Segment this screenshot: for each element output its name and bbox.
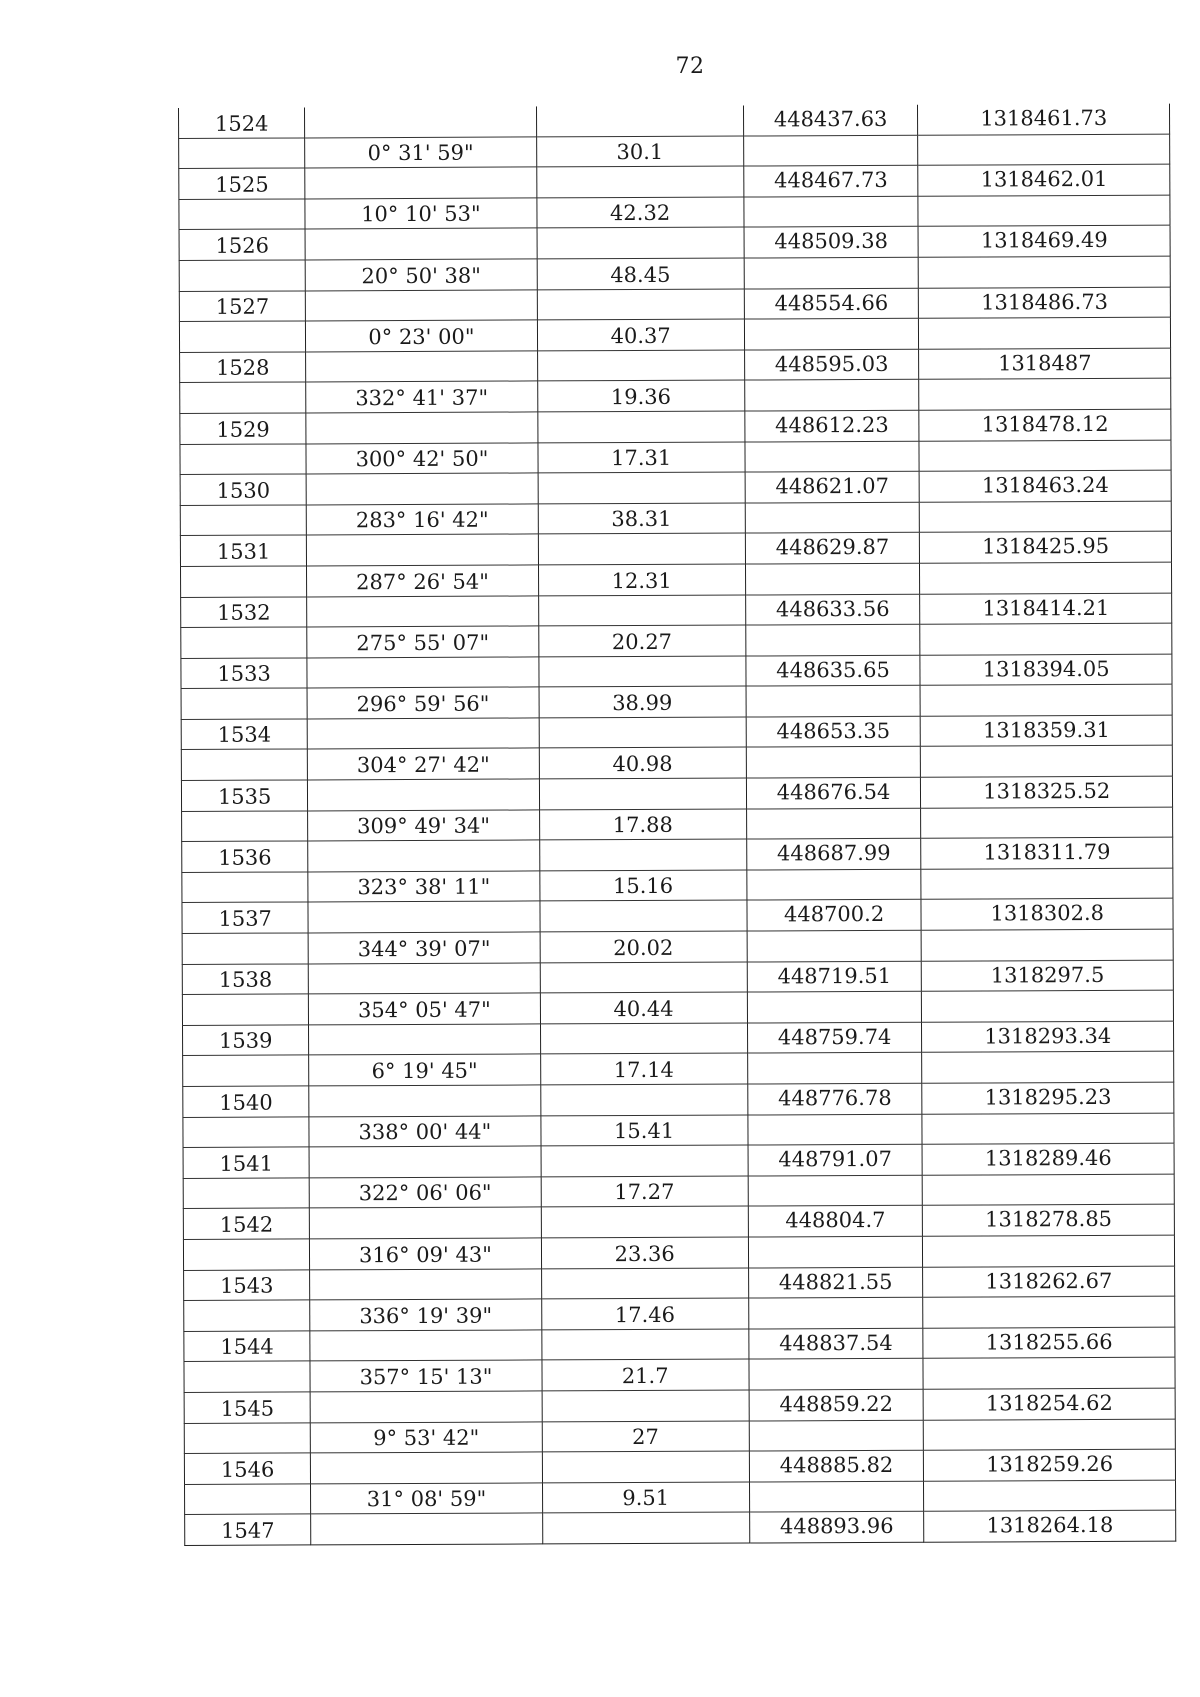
empty-station-cell	[185, 1484, 311, 1515]
station-row	[180, 531, 1171, 566]
station-id: 1529	[180, 413, 306, 444]
station-row	[182, 960, 1173, 995]
empty-distance-cell	[536, 106, 743, 137]
empty-distance-cell	[541, 1268, 748, 1299]
empty-distance-cell	[537, 350, 744, 381]
empty-bearing-cell	[308, 963, 539, 995]
empty-northing-cell	[923, 1296, 1175, 1328]
empty-easting-cell	[747, 869, 922, 900]
empty-northing-cell	[923, 1174, 1175, 1206]
leg-row	[181, 623, 1172, 658]
leg-row	[179, 195, 1170, 230]
leg-row	[184, 1419, 1175, 1454]
empty-northing-cell	[922, 929, 1174, 961]
empty-northing-cell	[920, 562, 1172, 594]
station-id: 1547	[185, 1514, 311, 1545]
empty-station-cell	[182, 811, 308, 842]
bearing-value: 31° 08' 59"	[311, 1483, 542, 1515]
distance-value: 42.32	[536, 197, 743, 228]
easting-value: 448437.63	[743, 105, 918, 136]
leg-row	[179, 134, 1170, 169]
empty-distance-cell	[538, 595, 745, 626]
easting-value: 448776.78	[747, 1083, 922, 1114]
bearing-value: 9° 53' 42"	[311, 1421, 542, 1453]
bearing-value: 10° 10' 53"	[305, 198, 536, 230]
empty-bearing-cell	[305, 106, 536, 137]
station-id: 1526	[179, 229, 305, 260]
northing-value: 1318394.05	[920, 654, 1172, 686]
station-id: 1538	[182, 964, 308, 995]
northing-value: 1318259.26	[924, 1449, 1176, 1481]
empty-northing-cell	[919, 440, 1171, 472]
leg-row	[180, 501, 1171, 536]
bearing-value: 323° 38' 11"	[308, 871, 539, 903]
empty-northing-cell	[920, 623, 1172, 655]
empty-station-cell	[184, 1361, 310, 1392]
empty-bearing-cell	[308, 840, 539, 872]
station-row	[179, 287, 1170, 322]
station-id: 1533	[181, 658, 307, 689]
empty-easting-cell	[747, 1053, 922, 1084]
empty-bearing-cell	[308, 901, 539, 933]
coordinate-table-body	[179, 104, 1176, 1546]
easting-value: 448633.56	[745, 594, 920, 625]
empty-station-cell	[182, 933, 308, 964]
station-row	[181, 593, 1172, 628]
northing-value: 1318414.21	[920, 593, 1172, 625]
easting-value: 448621.07	[745, 471, 920, 502]
bearing-value: 344° 39' 07"	[308, 932, 539, 964]
easting-value: 448612.23	[744, 410, 919, 441]
northing-value: 1318487	[919, 348, 1171, 380]
empty-easting-cell	[746, 686, 921, 717]
leg-row	[183, 1174, 1174, 1209]
empty-bearing-cell	[308, 779, 539, 811]
station-row	[184, 1327, 1175, 1362]
easting-value: 448595.03	[744, 349, 919, 380]
northing-value: 1318254.62	[924, 1388, 1176, 1420]
empty-northing-cell	[920, 684, 1172, 716]
station-id: 1539	[183, 1025, 309, 1056]
empty-distance-cell	[539, 839, 746, 870]
empty-northing-cell	[921, 807, 1173, 839]
empty-easting-cell	[749, 1420, 924, 1451]
station-row	[181, 654, 1172, 689]
leg-row	[182, 990, 1173, 1025]
empty-easting-cell	[746, 747, 921, 778]
empty-northing-cell	[924, 1480, 1176, 1512]
empty-bearing-cell	[310, 1391, 541, 1423]
easting-value: 448885.82	[749, 1450, 924, 1481]
distance-value: 48.45	[537, 258, 744, 289]
easting-value: 448509.38	[744, 227, 919, 258]
northing-value: 1318295.23	[922, 1082, 1174, 1114]
distance-value: 21.7	[542, 1359, 749, 1390]
bearing-value: 296° 59' 56"	[307, 687, 538, 719]
bearing-value: 322° 06' 06"	[309, 1177, 540, 1209]
bearing-value: 6° 19' 45"	[309, 1054, 540, 1086]
easting-value: 448676.54	[746, 777, 921, 808]
station-id: 1525	[179, 168, 305, 199]
empty-station-cell	[180, 505, 306, 536]
northing-value: 1318297.5	[922, 960, 1174, 992]
station-row	[182, 837, 1173, 872]
northing-value: 1318461.73	[918, 104, 1170, 135]
bearing-value: 354° 05' 47"	[309, 993, 540, 1025]
empty-station-cell	[183, 1178, 309, 1209]
empty-station-cell	[182, 994, 308, 1025]
empty-station-cell	[180, 443, 306, 474]
distance-value: 40.37	[537, 319, 744, 350]
station-id: 1541	[183, 1147, 309, 1178]
empty-bearing-cell	[307, 534, 538, 566]
empty-distance-cell	[541, 1145, 748, 1176]
empty-bearing-cell	[311, 1452, 542, 1484]
empty-distance-cell	[536, 166, 743, 197]
station-row	[183, 1205, 1174, 1240]
empty-bearing-cell	[307, 718, 538, 750]
empty-bearing-cell	[307, 657, 538, 689]
bearing-value: 336° 19' 39"	[310, 1299, 541, 1331]
leg-row	[183, 1113, 1174, 1148]
station-id: 1528	[180, 352, 306, 383]
distance-value: 40.98	[539, 747, 746, 778]
easting-value: 448635.65	[746, 655, 921, 686]
station-id: 1527	[179, 291, 305, 322]
station-id: 1535	[181, 780, 307, 811]
station-row	[180, 470, 1171, 505]
station-id: 1546	[184, 1453, 310, 1484]
empty-easting-cell	[747, 930, 922, 961]
empty-bearing-cell	[306, 289, 537, 321]
empty-station-cell	[179, 260, 305, 291]
empty-northing-cell	[921, 868, 1173, 900]
empty-distance-cell	[538, 533, 745, 564]
empty-easting-cell	[748, 1236, 923, 1267]
station-row	[185, 1510, 1176, 1545]
distance-value: 38.31	[538, 503, 745, 534]
bearing-value: 0° 31' 59"	[305, 137, 536, 169]
leg-row	[179, 317, 1170, 352]
northing-value: 1318262.67	[923, 1266, 1175, 1298]
bearing-value: 300° 42' 50"	[306, 442, 537, 474]
empty-distance-cell	[538, 472, 745, 503]
empty-station-cell	[181, 566, 307, 597]
empty-easting-cell	[745, 563, 920, 594]
bearing-value: 283° 16' 42"	[306, 504, 537, 536]
station-id: 1524	[179, 107, 305, 138]
empty-distance-cell	[537, 289, 744, 320]
distance-value: 30.1	[536, 136, 743, 167]
easting-value: 448759.74	[747, 1022, 922, 1053]
empty-northing-cell	[919, 256, 1171, 288]
easting-value: 448791.07	[748, 1144, 923, 1175]
leg-row	[181, 684, 1172, 719]
empty-distance-cell	[540, 1023, 747, 1054]
empty-distance-cell	[540, 900, 747, 931]
empty-easting-cell	[745, 441, 920, 472]
easting-value: 448804.7	[748, 1206, 923, 1237]
easting-value: 448700.2	[747, 900, 922, 931]
leg-row	[180, 379, 1171, 414]
empty-distance-cell	[537, 411, 744, 442]
bearing-value: 304° 27' 42"	[308, 748, 539, 780]
northing-value: 1318462.01	[918, 164, 1170, 196]
distance-value: 12.31	[538, 564, 745, 595]
station-row	[179, 226, 1170, 261]
empty-distance-cell	[537, 227, 744, 258]
easting-value: 448837.54	[749, 1328, 924, 1359]
northing-value: 1318311.79	[921, 837, 1173, 869]
empty-station-cell	[182, 872, 308, 903]
empty-station-cell	[181, 749, 307, 780]
empty-bearing-cell	[306, 412, 537, 444]
station-id: 1534	[181, 719, 307, 750]
northing-value: 1318264.18	[924, 1510, 1176, 1542]
empty-easting-cell	[748, 1297, 923, 1328]
empty-bearing-cell	[310, 1207, 541, 1239]
station-id: 1532	[181, 596, 307, 627]
leg-row	[184, 1296, 1175, 1331]
leg-row	[183, 1052, 1174, 1087]
leg-row	[185, 1480, 1176, 1515]
station-row	[181, 776, 1172, 811]
leg-row	[183, 1235, 1174, 1270]
distance-value: 17.27	[541, 1176, 748, 1207]
easting-value: 448893.96	[749, 1512, 924, 1543]
empty-easting-cell	[748, 1175, 923, 1206]
empty-northing-cell	[922, 1052, 1174, 1084]
coordinate-table	[178, 104, 1176, 1546]
station-row	[184, 1449, 1175, 1484]
empty-northing-cell	[919, 379, 1171, 411]
station-row	[180, 409, 1171, 444]
empty-bearing-cell	[311, 1513, 542, 1545]
distance-value: 19.36	[537, 380, 744, 411]
station-row	[183, 1082, 1174, 1117]
station-row	[184, 1266, 1175, 1301]
empty-distance-cell	[542, 1451, 749, 1482]
empty-northing-cell	[923, 1358, 1175, 1390]
northing-value: 1318469.49	[918, 226, 1170, 258]
station-id: 1536	[182, 841, 308, 872]
station-row	[179, 104, 1170, 138]
distance-value: 17.31	[538, 442, 745, 473]
empty-northing-cell	[918, 195, 1170, 227]
distance-value: 20.02	[540, 931, 747, 962]
northing-value: 1318278.85	[923, 1205, 1175, 1237]
easting-value: 448467.73	[743, 165, 918, 196]
station-row	[184, 1388, 1175, 1423]
empty-northing-cell	[921, 746, 1173, 778]
station-row	[180, 348, 1171, 383]
northing-value: 1318293.34	[922, 1021, 1174, 1053]
northing-value: 1318425.95	[920, 531, 1172, 563]
leg-row	[181, 562, 1172, 597]
distance-value: 40.44	[540, 992, 747, 1023]
easting-value: 448554.66	[744, 288, 919, 319]
station-row	[179, 164, 1170, 199]
empty-northing-cell	[924, 1419, 1176, 1451]
distance-value: 15.41	[540, 1115, 747, 1146]
station-id: 1531	[180, 535, 306, 566]
empty-easting-cell	[749, 1481, 924, 1512]
empty-bearing-cell	[310, 1330, 541, 1362]
empty-station-cell	[180, 382, 306, 413]
empty-easting-cell	[744, 257, 919, 288]
empty-bearing-cell	[310, 1268, 541, 1300]
easting-value: 448859.22	[749, 1389, 924, 1420]
station-row	[183, 1021, 1174, 1056]
empty-station-cell	[179, 321, 305, 352]
empty-station-cell	[184, 1422, 310, 1453]
empty-easting-cell	[747, 991, 922, 1022]
empty-bearing-cell	[306, 473, 537, 505]
empty-easting-cell	[749, 1359, 924, 1390]
empty-distance-cell	[538, 656, 745, 687]
empty-easting-cell	[745, 624, 920, 655]
empty-bearing-cell	[309, 1146, 540, 1178]
bearing-value: 332° 41' 37"	[306, 381, 537, 413]
bearing-value: 309° 49' 34"	[308, 810, 539, 842]
empty-station-cell	[179, 199, 305, 230]
station-row	[181, 715, 1172, 750]
northing-value: 1318302.8	[921, 899, 1173, 931]
empty-bearing-cell	[305, 167, 536, 199]
bearing-value: 338° 00' 44"	[309, 1116, 540, 1148]
leg-row	[184, 1358, 1175, 1393]
easting-value: 448629.87	[745, 533, 920, 564]
leg-row	[180, 440, 1171, 475]
distance-value: 23.36	[541, 1237, 748, 1268]
empty-station-cell	[183, 1239, 309, 1270]
empty-distance-cell	[539, 717, 746, 748]
leg-row	[181, 746, 1172, 781]
empty-station-cell	[183, 1117, 309, 1148]
empty-distance-cell	[540, 1084, 747, 1115]
bearing-value: 20° 50' 38"	[305, 259, 536, 291]
bearing-value: 0° 23' 00"	[306, 320, 537, 352]
empty-station-cell	[181, 627, 307, 658]
easting-value: 448687.99	[746, 839, 921, 870]
empty-easting-cell	[743, 135, 918, 166]
empty-easting-cell	[745, 502, 920, 533]
empty-distance-cell	[541, 1206, 748, 1237]
station-id: 1537	[182, 902, 308, 933]
distance-value: 17.14	[540, 1053, 747, 1084]
empty-station-cell	[184, 1300, 310, 1331]
distance-value: 9.51	[542, 1482, 749, 1513]
distance-value: 15.16	[539, 870, 746, 901]
empty-bearing-cell	[309, 1024, 540, 1056]
northing-value: 1318359.31	[921, 715, 1173, 747]
empty-distance-cell	[542, 1512, 749, 1543]
station-id: 1542	[183, 1208, 309, 1239]
bearing-value: 287° 26' 54"	[307, 565, 538, 597]
empty-easting-cell	[744, 318, 919, 349]
page-number: 72	[675, 54, 705, 79]
empty-distance-cell	[540, 962, 747, 993]
distance-value: 17.88	[539, 809, 746, 840]
leg-row	[182, 929, 1173, 964]
station-row	[182, 899, 1173, 934]
northing-value: 1318463.24	[920, 470, 1172, 502]
easting-value: 448821.55	[748, 1267, 923, 1298]
empty-northing-cell	[919, 317, 1171, 349]
empty-bearing-cell	[309, 1085, 540, 1117]
northing-value: 1318289.46	[922, 1143, 1174, 1175]
station-id: 1543	[184, 1269, 310, 1300]
leg-row	[179, 256, 1170, 291]
empty-northing-cell	[918, 134, 1170, 166]
bearing-value: 357° 15' 13"	[310, 1360, 541, 1392]
empty-bearing-cell	[305, 228, 536, 260]
leg-row	[182, 807, 1173, 842]
leg-row	[182, 868, 1173, 903]
station-id: 1544	[184, 1331, 310, 1362]
empty-bearing-cell	[307, 595, 538, 627]
empty-distance-cell	[541, 1329, 748, 1360]
empty-easting-cell	[746, 808, 921, 839]
distance-value: 27	[542, 1421, 749, 1452]
station-id: 1530	[180, 474, 306, 505]
station-id: 1545	[184, 1392, 310, 1423]
empty-northing-cell	[923, 1235, 1175, 1267]
empty-northing-cell	[922, 990, 1174, 1022]
station-id: 1540	[183, 1086, 309, 1117]
empty-easting-cell	[744, 196, 919, 227]
empty-station-cell	[179, 138, 305, 169]
easting-value: 448719.51	[747, 961, 922, 992]
northing-value: 1318325.52	[921, 776, 1173, 808]
distance-value: 17.46	[541, 1298, 748, 1329]
empty-distance-cell	[539, 778, 746, 809]
easting-value: 448653.35	[746, 716, 921, 747]
empty-northing-cell	[922, 1113, 1174, 1145]
empty-bearing-cell	[306, 351, 537, 383]
northing-value: 1318486.73	[919, 287, 1171, 319]
northing-value: 1318255.66	[923, 1327, 1175, 1359]
empty-station-cell	[183, 1055, 309, 1086]
empty-distance-cell	[542, 1390, 749, 1421]
northing-value: 1318478.12	[919, 409, 1171, 441]
empty-easting-cell	[744, 380, 919, 411]
empty-northing-cell	[920, 501, 1172, 533]
empty-easting-cell	[748, 1114, 923, 1145]
station-row	[183, 1143, 1174, 1178]
distance-value: 38.99	[539, 686, 746, 717]
bearing-value: 275° 55' 07"	[307, 626, 538, 658]
empty-station-cell	[181, 688, 307, 719]
distance-value: 20.27	[538, 625, 745, 656]
bearing-value: 316° 09' 43"	[310, 1238, 541, 1270]
